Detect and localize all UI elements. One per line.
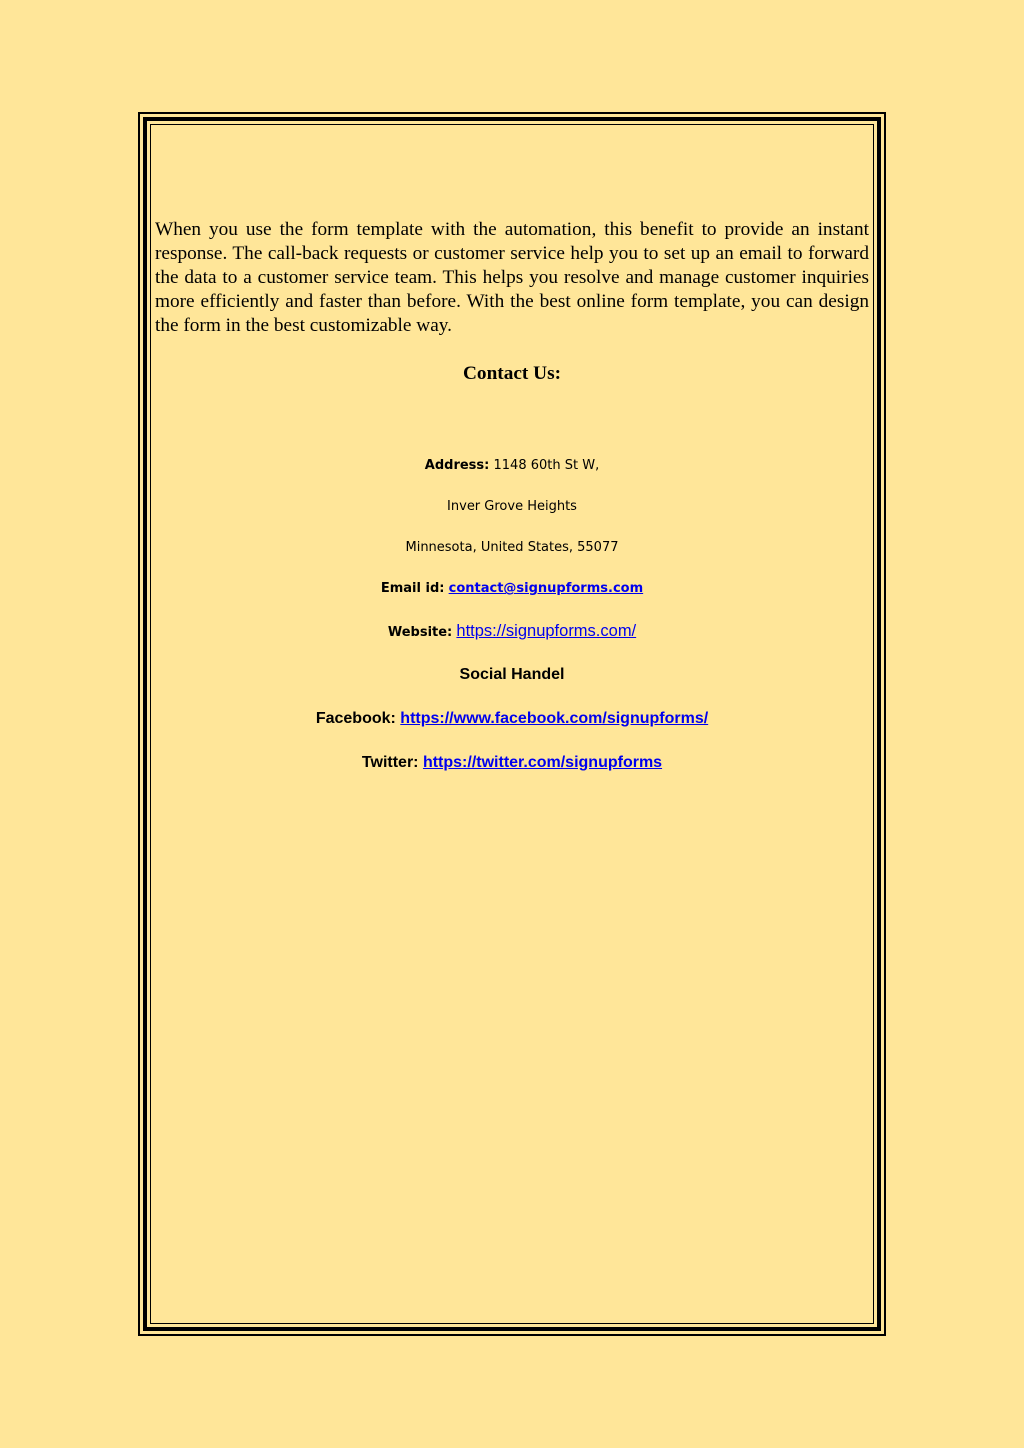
- social-heading: Social Handel: [459, 666, 565, 683]
- website-label: Website:: [387, 625, 453, 640]
- intro-paragraph: When you use the form template with the automation, this benefit to provide an instant response. The call-back requests or customer service help you to set up an email to forward the data to a customer service team. This helps you resolve and manage customer inquiries more efficiently and faster than before. With the best online form template, you can design the form in the best customizable way.: [155, 219, 869, 336]
- address-line2: Inver Grove Heights: [447, 499, 577, 514]
- website-line: [155, 622, 869, 642]
- twitter-link[interactable]: https://twitter.com/signupforms: [422, 754, 663, 771]
- twitter-label: Twitter:: [361, 754, 419, 771]
- twitter-line: [155, 753, 869, 773]
- address-label: Address:: [424, 458, 490, 473]
- facebook-link[interactable]: https://www.facebook.com/signupforms/: [400, 710, 709, 727]
- email-line: [155, 580, 869, 598]
- contact-heading: Contact Us:: [463, 363, 561, 384]
- address-line3: Minnesota, United States, 55077: [405, 540, 619, 555]
- website-link[interactable]: https://signupforms.com/: [456, 622, 637, 640]
- email-link[interactable]: contact@signupforms.com: [448, 581, 644, 596]
- facebook-line: [155, 709, 869, 729]
- email-label: Email id:: [380, 581, 445, 596]
- address-line: [155, 457, 869, 475]
- facebook-label: Facebook:: [315, 710, 396, 727]
- address-line1: 1148 60th St W,: [493, 458, 600, 473]
